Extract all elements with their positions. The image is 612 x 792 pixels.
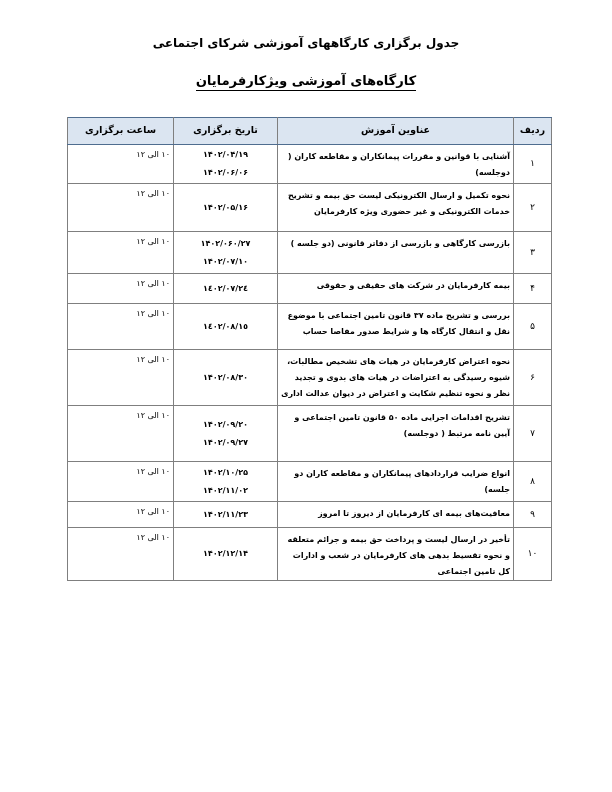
workshop-topic: معافیت‌های بیمه ای کارفرمایان از دیروز تا امروز xyxy=(278,502,514,528)
workshop-date: ۱۴۰۲/۰۶۰/۲۷ xyxy=(200,238,251,248)
workshop-time: ۱۰ الی ۱۲ xyxy=(68,406,174,462)
row-number: ۹ xyxy=(514,502,552,528)
workshop-dates xyxy=(174,350,278,406)
workshop-date: ۱۴۰۲/۱۱/۲۳ xyxy=(203,509,248,519)
workshop-topic: تأخیر در ارسال لیست و پرداخت حق بیمه و جرائم متعلقه و نحوه تقسیط بدهی های کارفرمایان در شعب و ادارات کل تامین اجتماعی xyxy=(278,528,514,581)
workshop-date: ۱۴۰۲/۱۲/۱۴ xyxy=(203,549,248,558)
workshop-date: ۱۴۰۲/۰۴/۱۹ xyxy=(203,150,248,159)
table-row xyxy=(68,145,552,184)
workshop-topic: تشریح اقدامات اجرایی ماده ۵۰ قانون تامین اجتماعی و آیین نامه مرتبط ( دوجلسه) xyxy=(278,406,514,462)
row-number: ۸ xyxy=(514,462,552,502)
workshop-dates xyxy=(174,462,278,502)
table-row xyxy=(68,462,552,502)
row-number: ۳ xyxy=(514,232,552,274)
workshop-dates xyxy=(174,528,278,581)
workshop-topic: آشنایی با قوانین و مقررات پیمانکاران و مقاطعه کاران ( دوجلسه) xyxy=(278,145,514,184)
table-header-row xyxy=(68,118,552,145)
workshop-topic: بازرسی کارگاهی و بازرسی از دفاتر قانونی (دو جلسه ) xyxy=(278,232,514,274)
column-header-topic: عناوین آموزش xyxy=(278,118,514,145)
workshop-schedule-table xyxy=(67,117,552,581)
workshop-topic: بررسی و تشریح ماده ۳۷ قانون تامین اجتماعی با موضوع نقل و انتقال کارگاه ها و شرایط صدور مفاصا حساب xyxy=(278,304,514,350)
row-number: ۶ xyxy=(514,350,552,406)
workshop-topic: نحوه تکمیل و ارسال الکترونیکی لیست حق بیمه و تشریح خدمات الکترونیکی و غیر حضوری ویژه کارفرمایان xyxy=(278,184,514,232)
row-number: ۴ xyxy=(514,274,552,304)
subtitle-text: کارگاه‌های آموزشی ویژ‌کارفرمایان xyxy=(195,74,417,89)
workshop-dates xyxy=(174,304,278,350)
workshop-time: ۱۰ الی ۱۲ xyxy=(68,184,174,232)
workshop-date: ۱۴۰۲/۰۸/۳۰ xyxy=(203,372,248,382)
workshop-time: ۱۰ الی ۱۲ xyxy=(68,528,174,581)
table-row xyxy=(68,184,552,232)
workshop-date: ۱۴۰۲/۱۰/۲۵ xyxy=(203,467,248,477)
row-number: ۱۰ xyxy=(514,528,552,581)
workshop-date: ۱۴۰۲/۰۹/۲۷ xyxy=(203,437,248,447)
table-row xyxy=(68,406,552,462)
column-header-row-number: ردیف xyxy=(514,118,552,145)
table-row xyxy=(68,232,552,274)
workshop-topic: بیمه کارفرمایان در شرکت های حقیقی و حقوقی xyxy=(278,274,514,304)
workshop-time: ۱۰ الی ۱۲ xyxy=(68,274,174,304)
workshop-date: ۱۴۰۲/۰۹/۲۰ xyxy=(203,419,248,429)
workshop-dates xyxy=(174,145,278,184)
workshop-time: ۱۰ الی ۱۲ xyxy=(68,145,174,184)
column-header-date: تاریخ برگزاری xyxy=(174,118,278,145)
table-row xyxy=(68,274,552,304)
workshop-time: ۱۰ الی ۱۲ xyxy=(68,502,174,528)
workshop-date: ۱۴۰۲/۱۱/۰۲ xyxy=(203,485,248,495)
workshop-time: ۱۰ الی ۱۲ xyxy=(68,304,174,350)
workshop-date: ۱۴۰۲/۰۷/۱۰ xyxy=(203,256,248,266)
workshop-topic: نحوه اعتراض کارفرمایان در هیات های تشخیص مطالبات، شیوه رسیدگی به اعتراضات در هیات های بدوی و تجدید نظر و نحوه تنظیم شکایت و اعتراض در دیوان عدالت اداری xyxy=(278,350,514,406)
workshop-dates xyxy=(174,274,278,304)
document-subtitle xyxy=(0,74,612,89)
table-row xyxy=(68,528,552,581)
table-row xyxy=(68,304,552,350)
table-row xyxy=(68,350,552,406)
workshop-dates xyxy=(174,502,278,528)
column-header-time: ساعت برگزاری xyxy=(68,118,174,145)
row-number: ۱ xyxy=(514,145,552,184)
document-title: جدول برگزاری کارگاههای آموزشی شرکای اجتماعی xyxy=(152,36,460,50)
workshop-time: ۱۰ الی ۱۲ xyxy=(68,350,174,406)
workshop-date: ۱۴۰۲/۰۵/۱۶ xyxy=(203,202,248,212)
workshop-date: ١٤٠٢/٠٨/١٥ xyxy=(203,321,248,331)
workshop-dates xyxy=(174,406,278,462)
workshop-date: ۱٤٠٢/٠٧/٢٤ xyxy=(203,283,248,293)
workshop-topic: انواع ضرایب قراردادهای پیمانکاران و مقاطعه کاران دو جلسه) xyxy=(278,462,514,502)
workshop-time: ۱۰ الی ۱۲ xyxy=(68,232,174,274)
row-number: ۲ xyxy=(514,184,552,232)
workshop-time: ۱۰ الی ۱۲ xyxy=(68,462,174,502)
workshop-dates xyxy=(174,184,278,232)
workshop-date: ۱۴۰۲/۰۶/۰۶ xyxy=(203,168,248,177)
row-number: ۷ xyxy=(514,406,552,462)
row-number: ۵ xyxy=(514,304,552,350)
table-row xyxy=(68,502,552,528)
workshop-dates xyxy=(174,232,278,274)
